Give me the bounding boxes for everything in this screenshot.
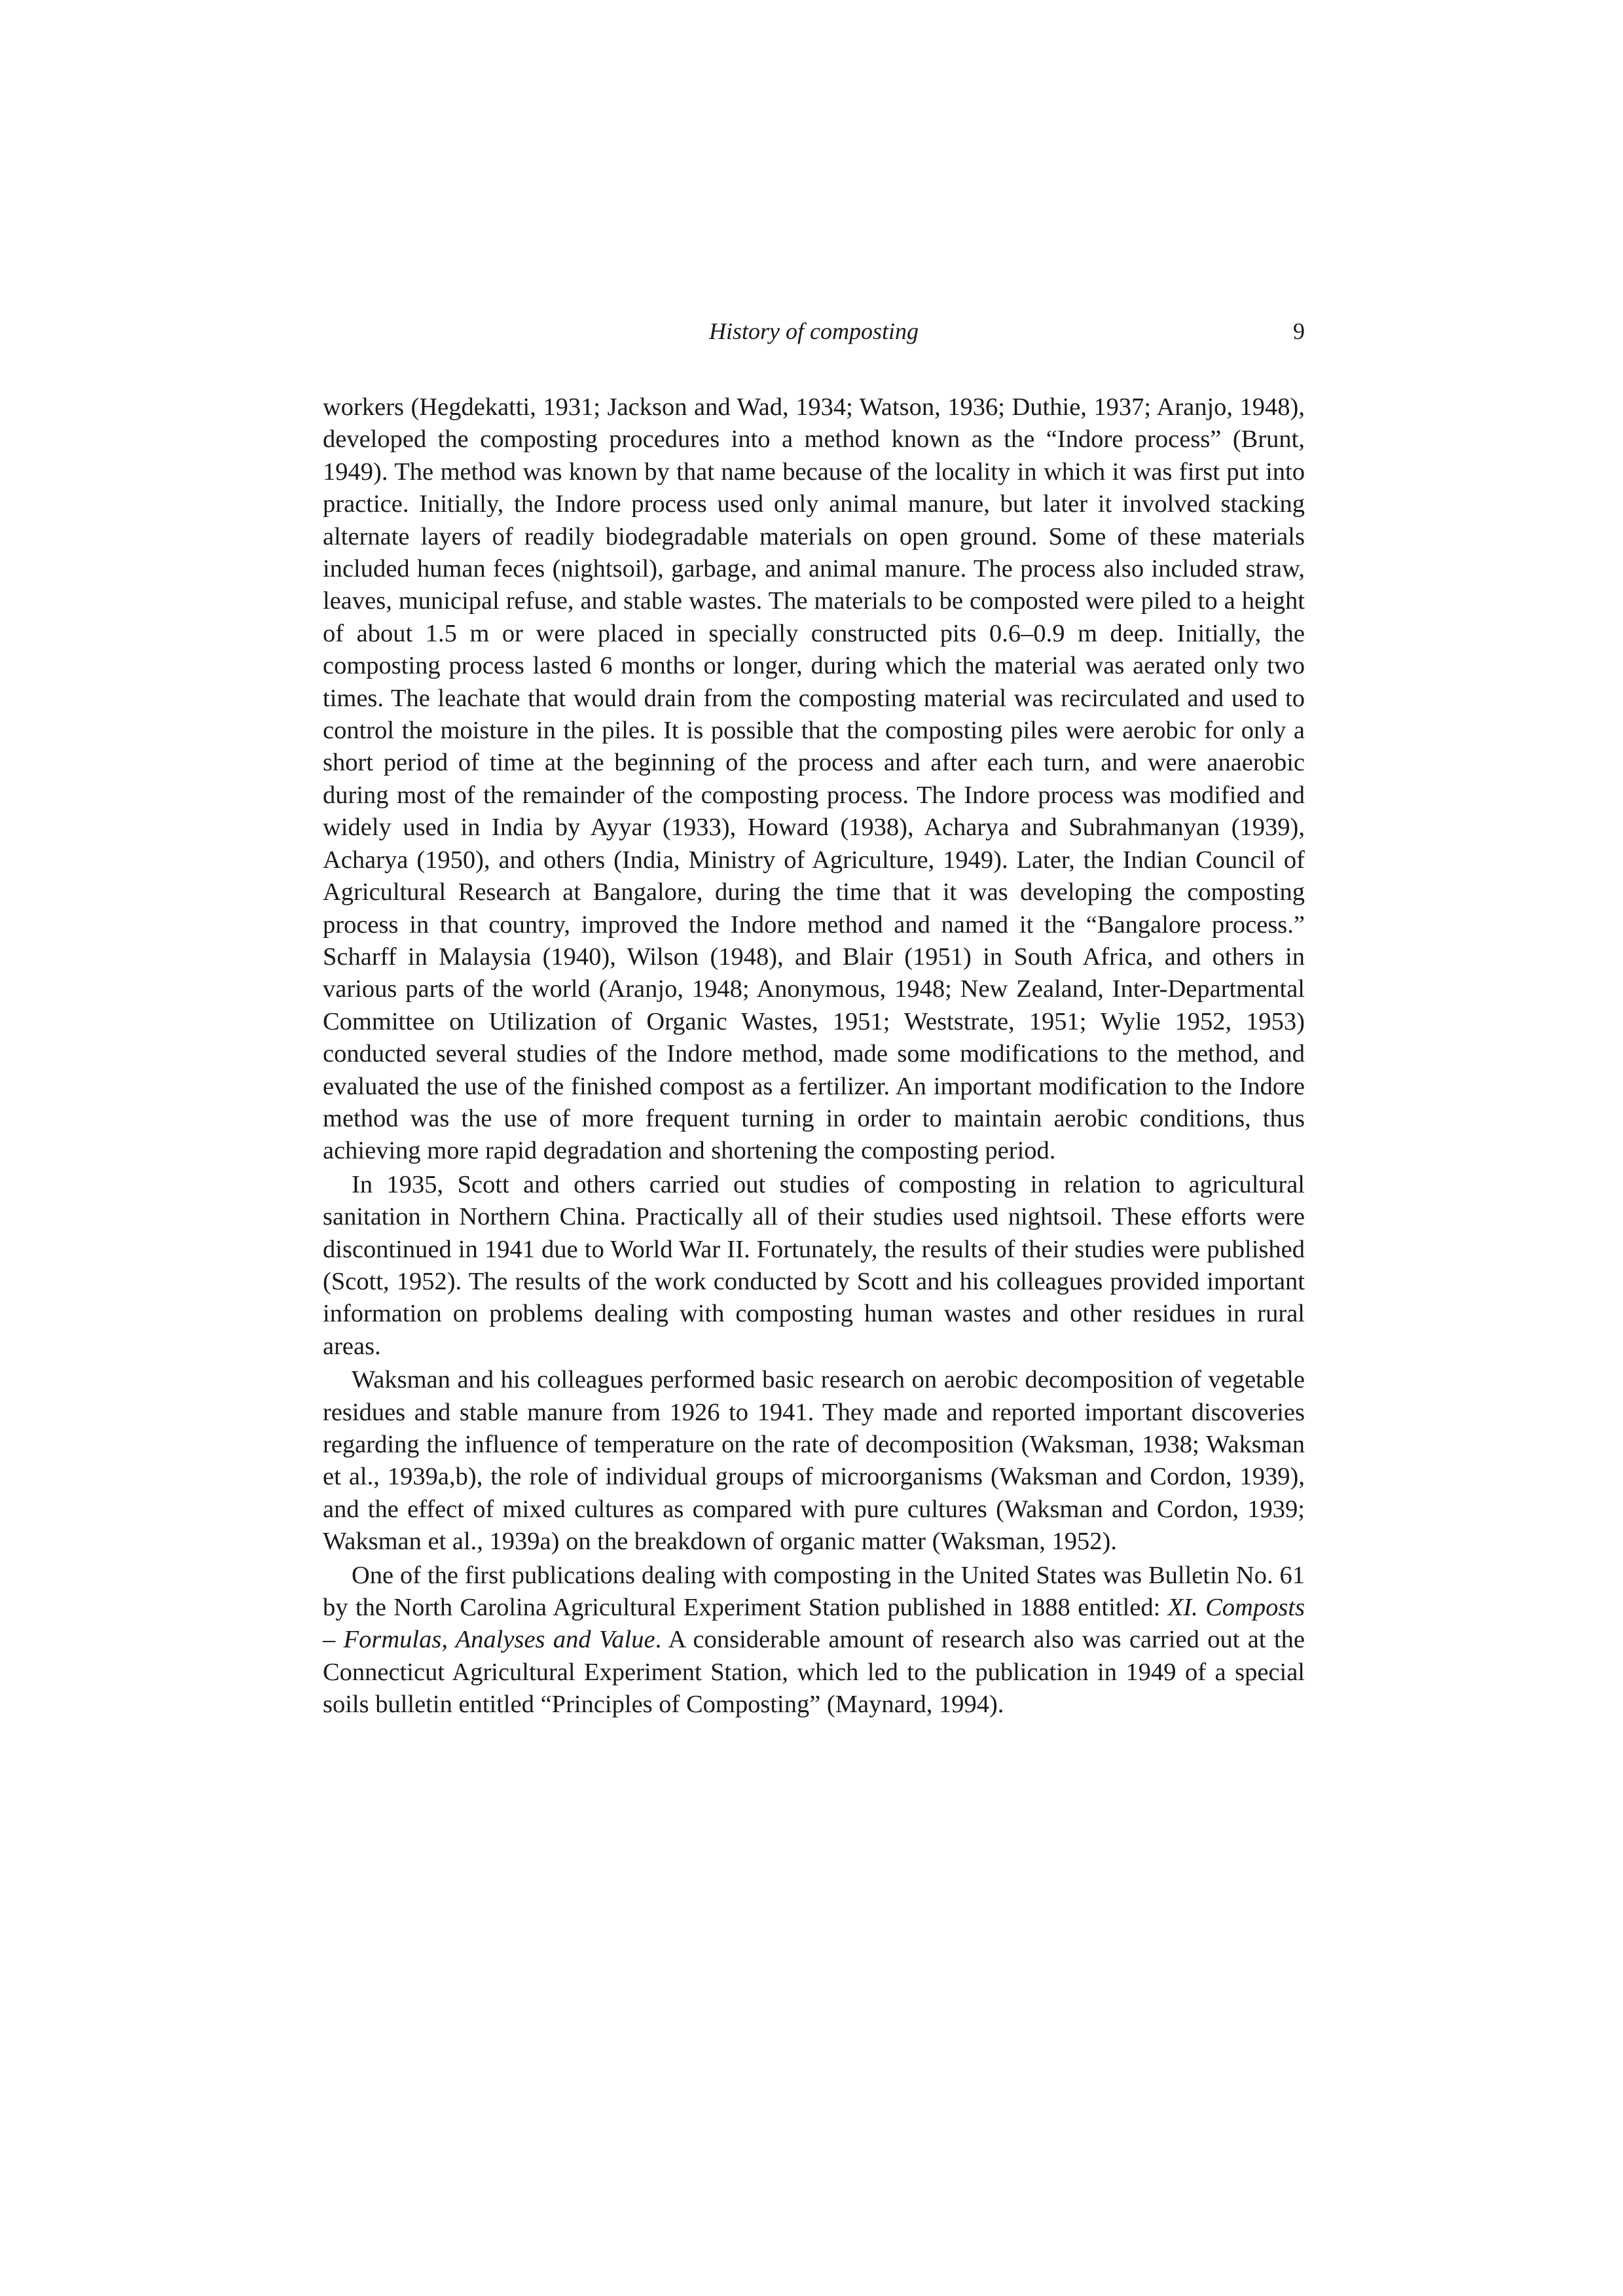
paragraph-2: In 1935, Scott and others carried out studies of composting in relation to agricultural sanitation in Northern China. Practically all of their studies used nightsoil. These efforts were discontinued in 1941 due to World War II. Fortunately, the results of their studies were published (Scott, 1952). The results of the work conducted by Scott and his colleagues provided important information on problems dealing with composting human wastes and other residues in rural areas.: [323, 1170, 1305, 1360]
paragraph-3: Waksman and his colleagues performed basic research on aerobic decomposition of vegetable residues and stable manure from 1926 to 1941. They made and reported important discoveries regarding the influence of temperature on the rate of decomposition (Waksman, 1938; Waksman et al., 1939a,b), the role of individual groups of microorganisms (Waksman and Cordon, 1939), and the effect of mixed cultures as compared with pure cultures (Waksman and Cordon, 1939; Waksman et al., 1939a) on the breakdown of organic matter (Waksman, 1952).: [323, 1366, 1305, 1556]
running-title: History of composting: [709, 318, 919, 344]
paragraph-1: workers (Hegdekatti, 1931; Jackson and Wad, 1934; Watson, 1936; Duthie, 1937; Aranjo, 1948), developed the composting procedures into a method known as the “Indore process” (Brunt, 1949). The method was known by that name because of the locality in which it was first put into practice. Initially, the Indore process used only animal manure, but later it involved stacking alternate layers of readily biodegradable materials on open ground. Some of these materials included human feces (nightsoil), garbage, and animal manure. The process also included straw, leaves, municipal refuse, and stable wastes. The materials to be composted were piled to a height of about 1.5 m or were placed in specially constructed pits 0.6–0.9 m deep. Initially, the composting process lasted 6 months or longer, during which the material was aerated only two times. The leachate that would drain from the composting material was recirculated and used to control the moisture in the piles. It is possible that the composting piles were aerobic for only a short period of time at the beginning of the process and after each turn, and were anaerobic during most of the remainder of the composting process. The Indore process was modified and widely used in India by Ayyar (1933), Howard (1938), Acharya and Subrahmanyan (1939), Acharya (1950), and others (India, Ministry of Agriculture, 1949). Later, the Indian Council of Agricultural Research at Bangalore, during the time that it was developing the composting process in that country, improved the Indore method and named it the “Bangalore process.” Scharff in Malaysia (1940), Wilson (1948), and Blair (1951) in South Africa, and others in various parts of the world (Aranjo, 1948; Anonymous, 1948; New Zealand, Inter-Departmental Committee on Utilization of Organic Wastes, 1951; Weststrate, 1951; Wylie 1952, 1953) conducted several studies of the Indore method, made some modifications to the method, and evaluated the use of the finished compost as a fertilizer. An important modification to the Indore method was the use of more frequent turning in order to maintain aerobic conditions, thus achieving more rapid degradation and shortening the composting period.: [323, 393, 1305, 1165]
paragraph-4-lead: One of the first publications dealing with composting in the United States was Bulletin No. 61 by the North Carolina Agricultural Experiment Station published in 1888 entitled:: [323, 1561, 1305, 1622]
running-header: [323, 314, 1305, 348]
bulletin-title: XI. Composts – Formulas, Analyses and Value: [323, 1594, 1305, 1654]
page-number: 9: [1293, 318, 1305, 344]
paragraph-4-tail: . A considerable amount of research also was carried out at the Connecticut Agricultural Experiment Station, which led to the publication in 1949 of a special soils bulletin entitled “Principles of Composting” (Maynard, 1994).: [323, 1626, 1305, 1719]
paragraph-4: [323, 1560, 1305, 1721]
body-text: [323, 391, 1305, 1721]
